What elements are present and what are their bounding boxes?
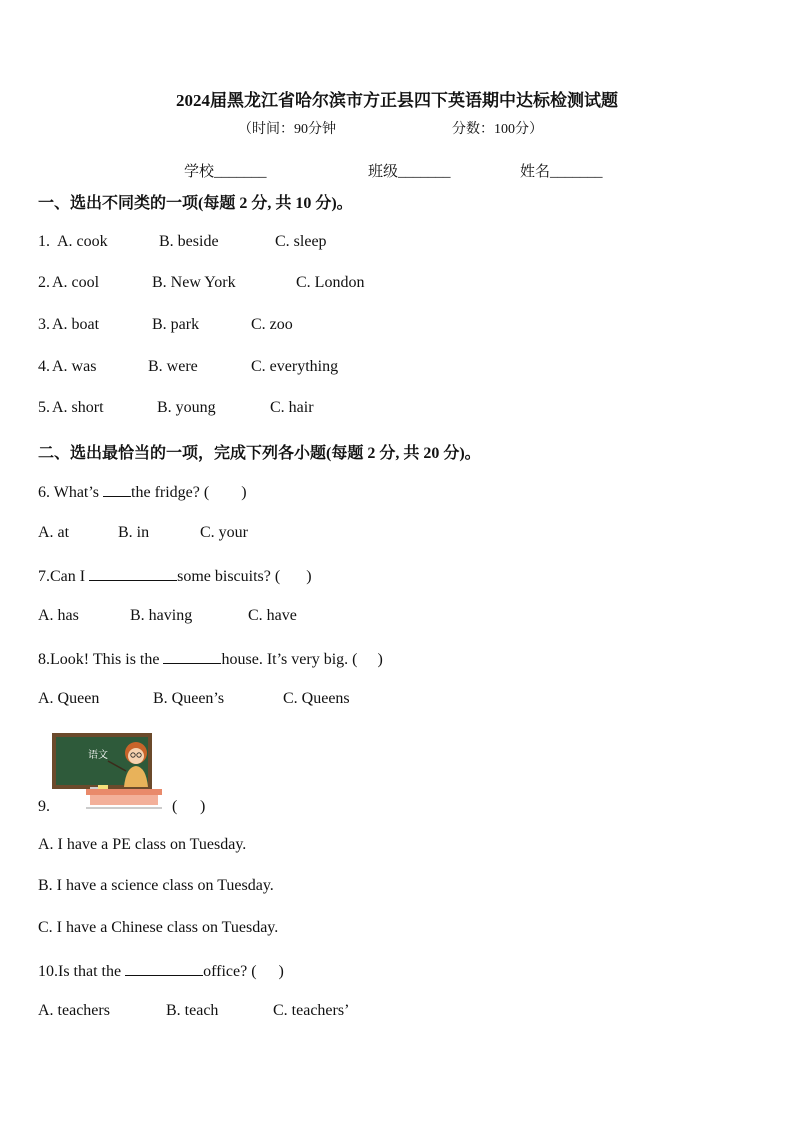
question-8 — [38, 649, 383, 669]
option-a: A. boat — [52, 316, 100, 333]
question-text: 8.Look! This is the — [38, 651, 164, 668]
option-a: A. Queen — [38, 690, 100, 707]
answer-paren: ) — [306, 568, 312, 585]
question-text: office? ( — [203, 963, 257, 980]
question-text: some biscuits? ( — [177, 568, 281, 585]
question-text: house. It’s very big. ( — [221, 651, 358, 668]
exam-time: （时间：90分钟 — [238, 122, 336, 137]
question-9-number: 9. — [38, 798, 50, 815]
option-b: B. beside — [159, 233, 219, 250]
option-b: B. I have a science class on Tuesday. — [38, 877, 274, 894]
school-field: 学校_______ — [184, 164, 267, 180]
name-field: 姓名_______ — [520, 164, 603, 180]
question-number: 5. — [38, 399, 50, 416]
answer-blank — [103, 482, 131, 497]
desk-top — [86, 789, 162, 795]
section-1-heading: 一、选出不同类的一项(每题 2 分, 共 10 分)。 — [38, 195, 353, 212]
option-b: B. young — [157, 399, 216, 416]
option-a: A. was — [52, 358, 97, 375]
question-text: the fridge? ( — [131, 484, 210, 501]
answer-blank — [125, 961, 203, 976]
teacher-chinese-class-illustration — [50, 731, 164, 809]
option-b: B. having — [130, 607, 193, 624]
exam-title: 2024届黑龙江省哈尔滨市方正县四下英语期中达标检测试题 — [176, 91, 618, 110]
option-a: A. short — [52, 399, 104, 416]
question-text: 10.Is that the — [38, 963, 126, 980]
board-text: 语文 — [88, 750, 108, 761]
class-field: 班级_______ — [368, 164, 451, 180]
option-a: A. teachers — [38, 1002, 110, 1019]
option-c: C. everything — [251, 358, 339, 375]
option-a: A. I have a PE class on Tuesday. — [38, 836, 247, 853]
option-b: B. park — [152, 316, 200, 333]
option-c: C. zoo — [251, 316, 293, 333]
option-a: A. cook — [57, 233, 108, 250]
option-a: A. has — [38, 607, 79, 624]
option-b: B. teach — [166, 1002, 219, 1019]
question-10 — [38, 961, 284, 981]
answer-blank — [89, 566, 177, 581]
option-c: C. sleep — [275, 233, 327, 250]
answer-paren: ) — [241, 484, 247, 501]
option-b: B. in — [118, 524, 150, 541]
answer-paren: ) — [377, 651, 383, 668]
option-a: A. at — [38, 524, 70, 541]
question-text: 6. What’s — [38, 484, 104, 501]
question-7 — [38, 566, 312, 586]
option-c: C. Queens — [283, 690, 350, 707]
question-number: 2. — [38, 274, 50, 291]
book — [98, 785, 108, 789]
question-number: 3. — [38, 316, 50, 333]
answer-paren-open: ( — [172, 798, 178, 815]
option-b: B. New York — [152, 274, 236, 291]
option-b: B. were — [148, 358, 198, 375]
answer-paren: ) — [278, 963, 284, 980]
teacher-face — [128, 748, 144, 764]
desk-front — [90, 795, 158, 805]
section-2-heading: 二、选出最恰当的一项，完成下列各小题(每题 2 分, 共 20 分)。 — [38, 445, 481, 462]
option-a: A. cool — [52, 274, 100, 291]
question-number: 4. — [38, 358, 50, 375]
question-number: 1. — [38, 233, 54, 250]
option-c: C. have — [248, 607, 297, 624]
answer-blank — [163, 649, 221, 664]
option-c: C. hair — [270, 399, 314, 416]
option-c: C. I have a Chinese class on Tuesday. — [38, 919, 279, 936]
exam-score: 分数：100分） — [452, 122, 543, 137]
question-6 — [38, 482, 247, 502]
option-b: B. Queen’s — [153, 690, 225, 707]
option-c: C. your — [200, 524, 248, 541]
answer-paren-close: ) — [200, 798, 206, 815]
question-text: 7.Can I — [38, 568, 90, 585]
option-c: C. London — [296, 274, 365, 291]
option-c: C. teachers’ — [273, 1002, 350, 1019]
